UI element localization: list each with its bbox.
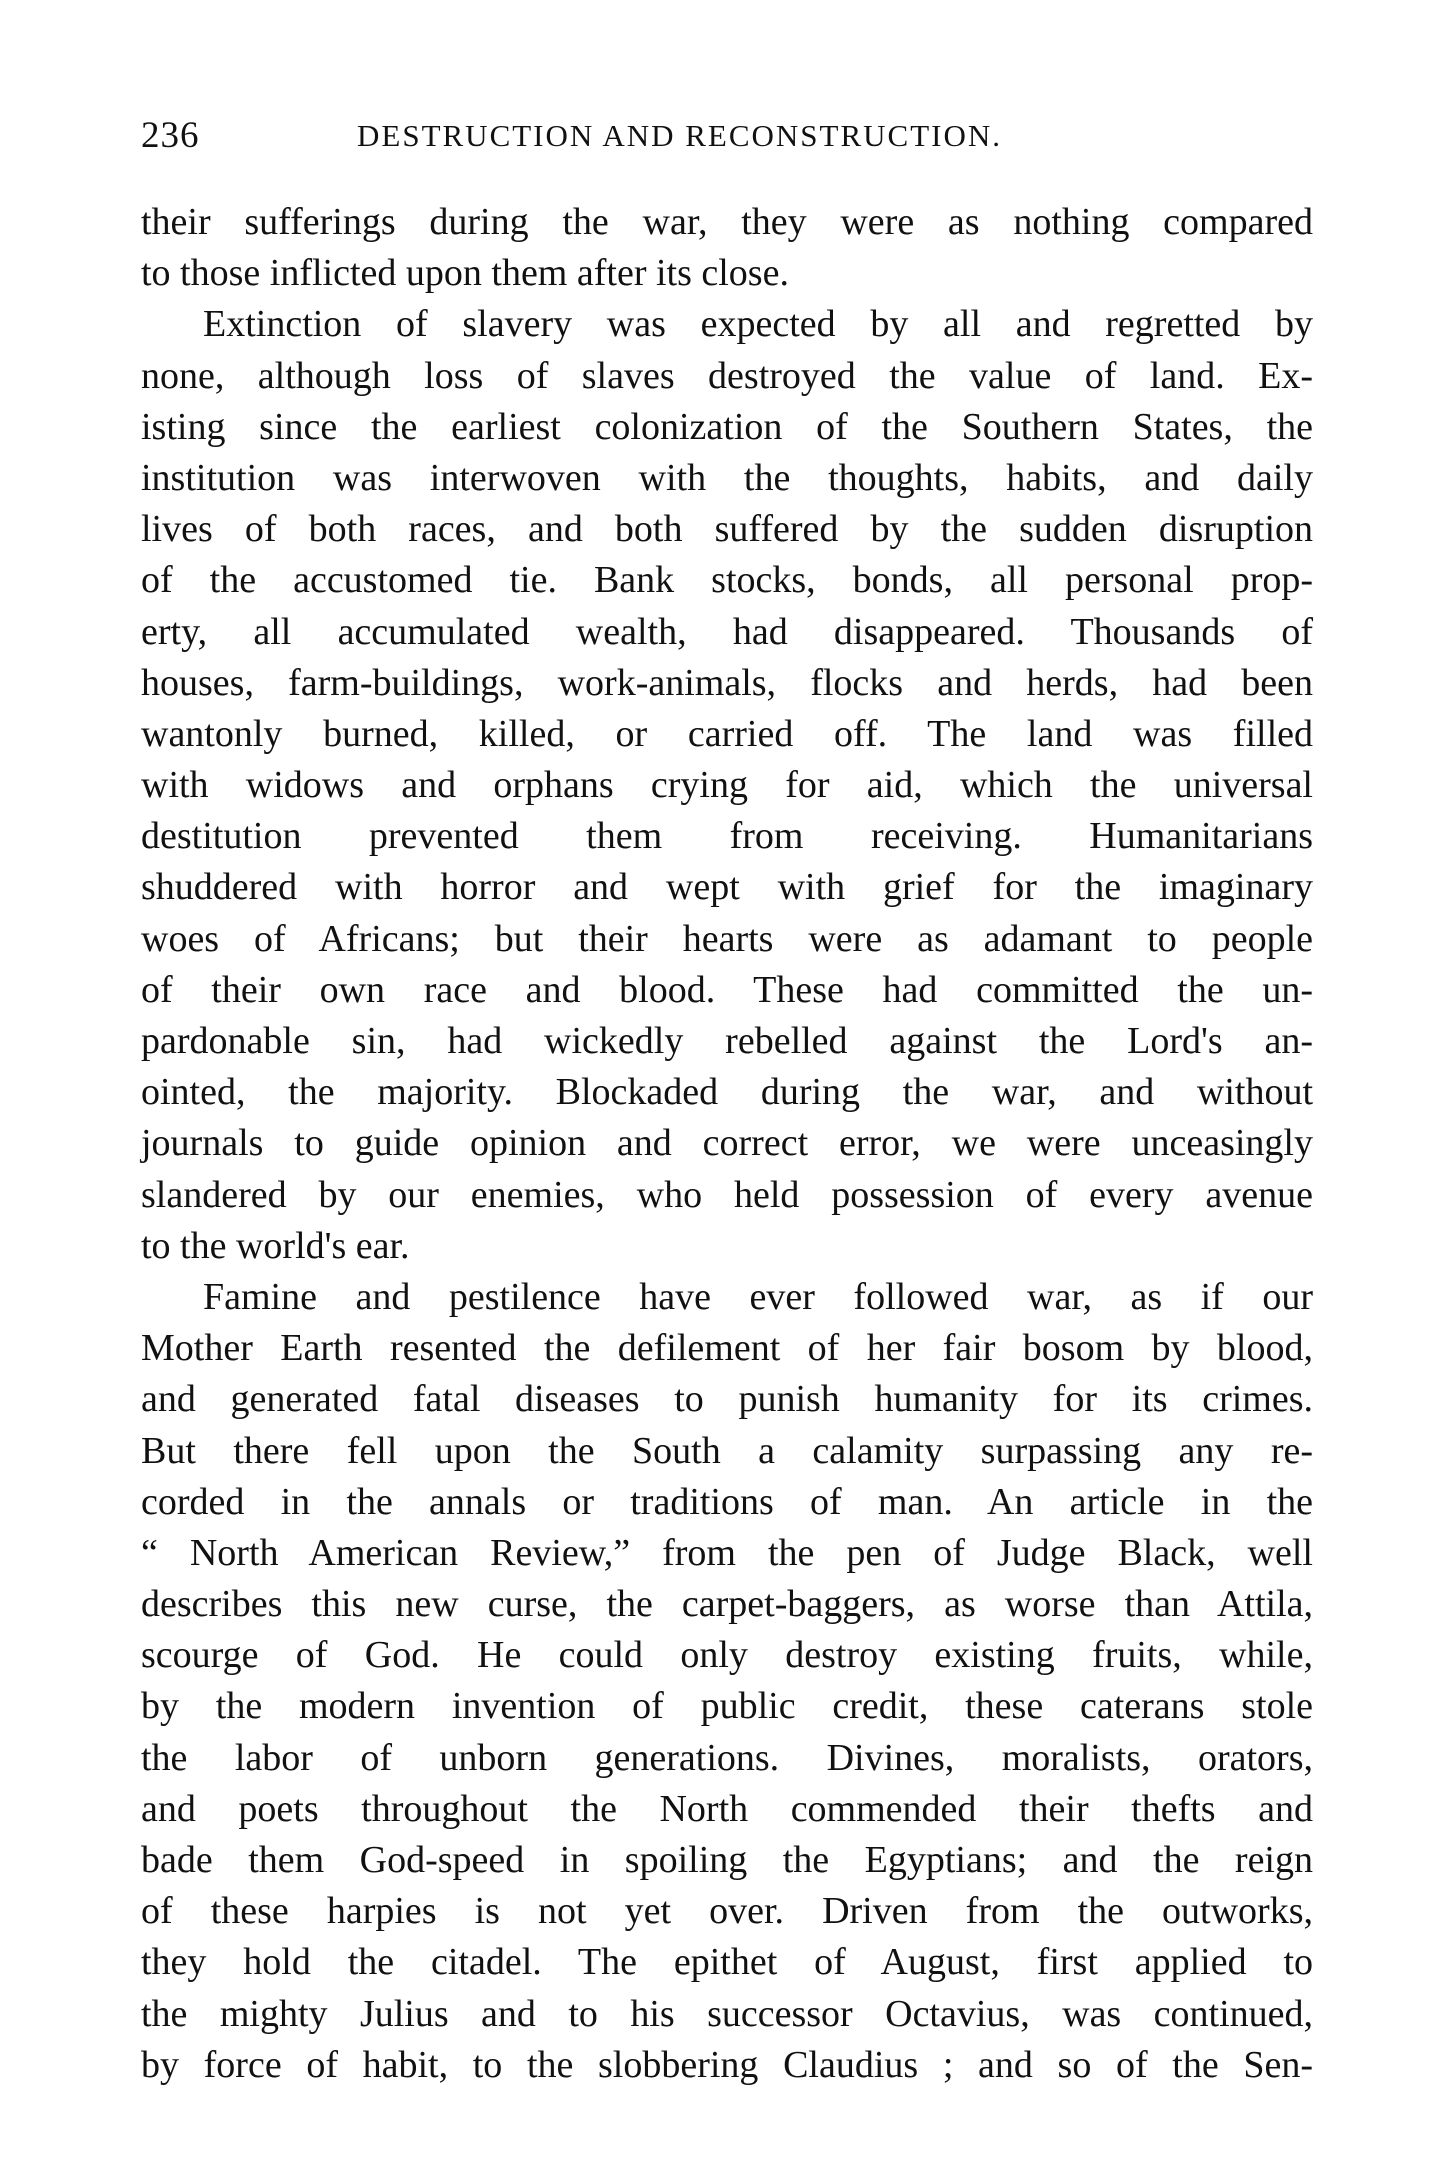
text-line: to those inflicted upon them after its close.	[141, 252, 789, 295]
text-line: and generated fatal diseases to punish humanity for its crimes.	[141, 1378, 1313, 1421]
text-line: their sufferings during the war, they were as nothing compared	[141, 201, 1313, 243]
text-line: Mother Earth resented the defilement of her fair bosom by blood,	[141, 1327, 1313, 1370]
text-line: woes of Africans; but their hearts were as adamant to people	[141, 917, 1313, 960]
text-line: institution was interwoven with the thoughts, habits, and daily	[141, 456, 1313, 499]
text-line: and poets throughout the North commended their thefts and	[141, 1787, 1313, 1830]
text-line: the mighty Julius and to his successor Octavius, was continued,	[141, 1992, 1313, 2035]
text-line: journals to guide opinion and correct error, we were unceasingly	[141, 1122, 1313, 1165]
text-line: with widows and orphans crying for aid, which the universal	[141, 764, 1313, 807]
text-line: of the accustomed tie. Bank stocks, bonds, all personal prop-	[141, 559, 1313, 602]
text-line: corded in the annals or traditions of man. An article in the	[141, 1480, 1313, 1523]
text-line: lives of both races, and both suffered by the sudden disruption	[141, 508, 1313, 551]
text-line: by force of habit, to the slobbering Claudius ; and so of the Sen-	[141, 2043, 1313, 2086]
text-line: bade them God-speed in spoiling the Egyptians; and the reign	[141, 1839, 1313, 1881]
text-line: of these harpies is not yet over. Driven from the outworks,	[141, 1890, 1313, 1933]
running-title: DESTRUCTION AND RECONSTRUCTION.	[357, 118, 1002, 153]
text-line: But there fell upon the South a calamity surpassing any re-	[141, 1429, 1313, 1472]
text-line: pardonable sin, had wickedly rebelled against the Lord's an-	[141, 1020, 1313, 1062]
body-text	[141, 197, 1313, 2091]
page-header	[141, 106, 1311, 166]
page-number: 236	[141, 115, 200, 156]
text-line: shuddered with horror and wept with grief for the imaginary	[141, 866, 1313, 909]
text-line: none, although loss of slaves destroyed the value of land. Ex-	[141, 354, 1313, 397]
text-line: scourge of God. He could only destroy existing fruits, while,	[141, 1634, 1313, 1677]
text-line: houses, farm-buildings, work-animals, flocks and herds, had been	[141, 661, 1313, 704]
text-line: destitution prevented them from receiving. Humanitarians	[141, 815, 1313, 858]
text-line: by the modern invention of public credit, these caterans stole	[141, 1685, 1313, 1728]
text-line: erty, all accumulated wealth, had disappeared. Thousands of	[141, 610, 1313, 653]
text-line: of their own race and blood. These had committed the un-	[141, 968, 1313, 1011]
text-line: ointed, the majority. Blockaded during the war, and without	[141, 1071, 1313, 1114]
text-line: “ North American Review,” from the pen of Judge Black, well	[141, 1531, 1313, 1574]
text-line: the labor of unborn generations. Divines, moralists, orators,	[141, 1736, 1313, 1779]
text-line: to the world's ear.	[141, 1224, 410, 1267]
text-line: describes this new curse, the carpet-baggers, as worse than Attila,	[141, 1583, 1313, 1626]
paragraph-start-line: Extinction of slavery was expected by all and regretted by	[203, 303, 1313, 346]
paragraph-start-line: Famine and pestilence have ever followed war, as if our	[203, 1275, 1313, 1318]
text-line: wantonly burned, killed, or carried off. The land was filled	[141, 712, 1313, 755]
text-line: isting since the earliest colonization of the Southern States, the	[141, 405, 1313, 448]
text-line: slandered by our enemies, who held possession of every avenue	[141, 1173, 1313, 1216]
text-line: they hold the citadel. The epithet of August, first applied to	[141, 1941, 1313, 1984]
